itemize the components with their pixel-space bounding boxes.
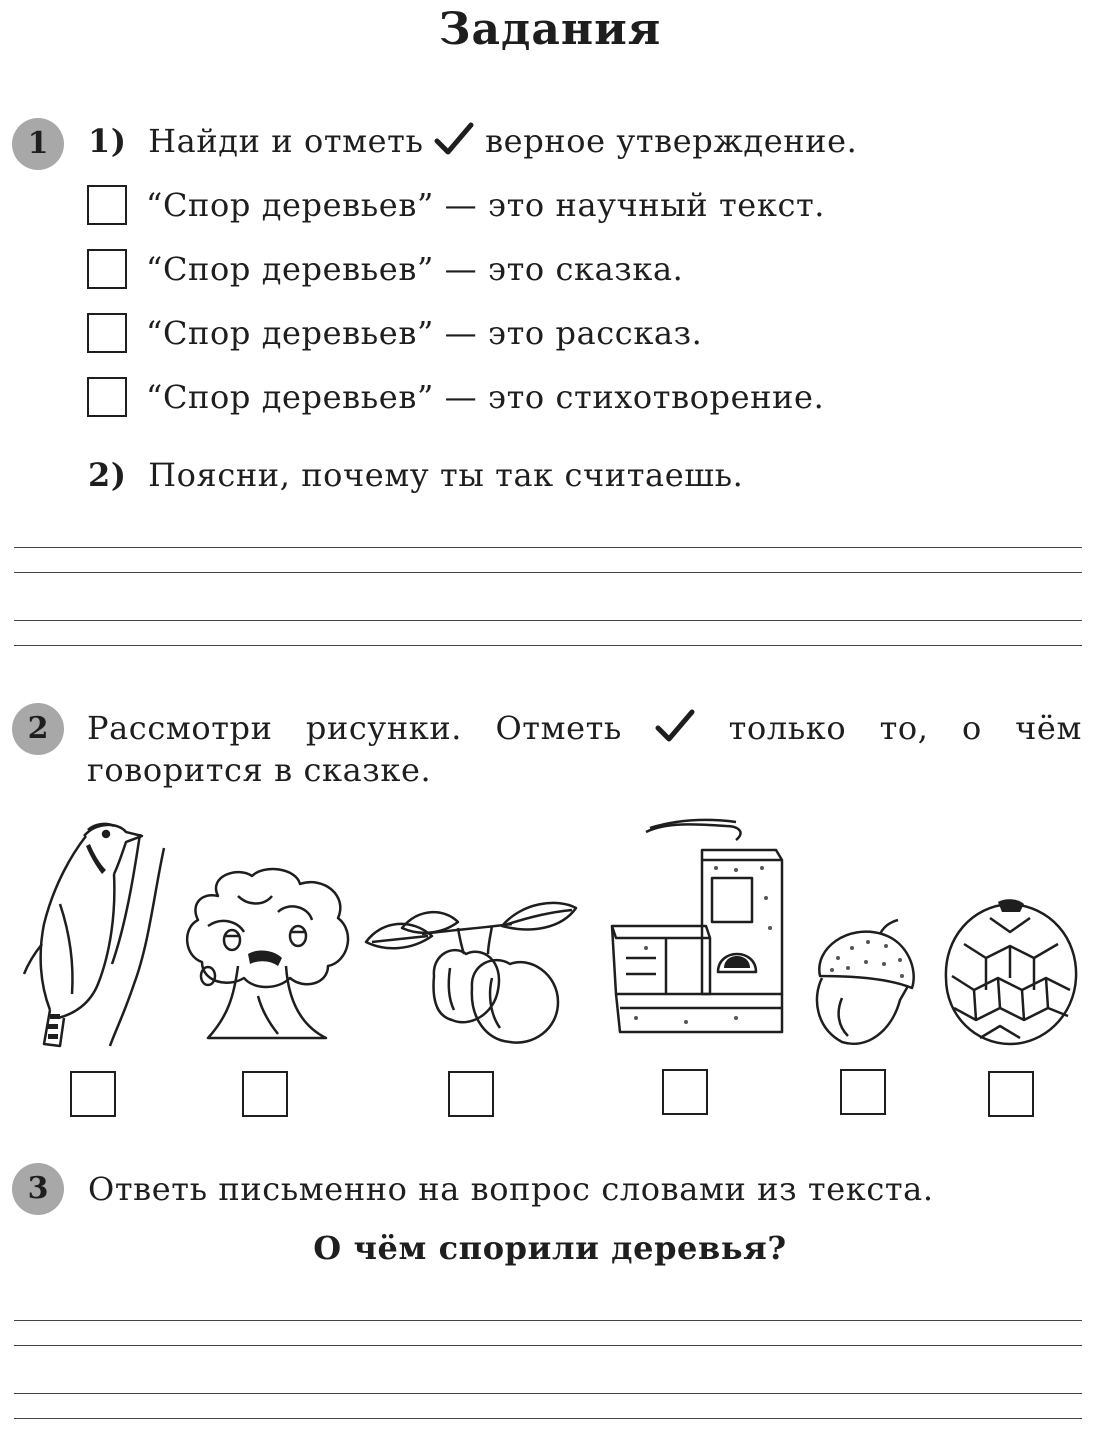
task-1-question-2 bbox=[88, 456, 743, 494]
task-3-instruction: Ответь письменно на вопрос словами из текста. bbox=[88, 1170, 934, 1208]
word: о bbox=[961, 709, 982, 747]
acorn-icon bbox=[808, 918, 920, 1048]
instruction-line-2: говорится в сказке. bbox=[87, 751, 432, 789]
word: Рассмотри bbox=[87, 709, 273, 747]
answer-line[interactable] bbox=[14, 645, 1082, 646]
answer-line[interactable] bbox=[14, 1418, 1082, 1419]
task-1-badge: 1 bbox=[12, 118, 64, 170]
word: то, bbox=[879, 709, 929, 747]
word: Отметь bbox=[495, 709, 622, 747]
stove-icon bbox=[606, 818, 786, 1052]
picture-checkbox-oak[interactable] bbox=[242, 1071, 288, 1117]
word: чём bbox=[1015, 709, 1082, 747]
option-label-3: “Спор деревьев” — это рассказ. bbox=[146, 314, 703, 352]
task-2-badge: 2 bbox=[12, 703, 64, 755]
pine-cone-icon bbox=[940, 898, 1082, 1048]
option-label-2: “Спор деревьев” — это сказка. bbox=[146, 250, 684, 288]
answer-line[interactable] bbox=[14, 1320, 1082, 1321]
question-text-end: верное утверждение. bbox=[485, 122, 858, 160]
option-label-4: “Спор деревьев” — это стихотворение. bbox=[146, 378, 825, 416]
option-checkbox-3[interactable] bbox=[87, 313, 127, 353]
page-title: Задания bbox=[438, 4, 662, 55]
question-number: 2) bbox=[88, 456, 127, 494]
checkmark-icon bbox=[655, 709, 695, 743]
apples-icon bbox=[362, 898, 582, 1048]
question-number: 1) bbox=[88, 122, 127, 160]
task-1-question-1 bbox=[88, 122, 857, 160]
picture-checkbox-woodpecker[interactable] bbox=[70, 1071, 116, 1117]
option-checkbox-1[interactable] bbox=[87, 185, 127, 225]
question-text: Поясни, почему ты так считаешь. bbox=[148, 456, 744, 494]
option-label-1: “Спор деревьев” — это научный текст. bbox=[146, 186, 826, 224]
word: рисунки. bbox=[305, 709, 463, 747]
picture-checkbox-apples[interactable] bbox=[448, 1071, 494, 1117]
picture-checkbox-stove[interactable] bbox=[662, 1069, 708, 1115]
picture-checkbox-pine-cone[interactable] bbox=[988, 1071, 1034, 1117]
woodpecker-icon bbox=[14, 814, 174, 1050]
question-text-start: Найди и отметь bbox=[148, 122, 424, 160]
instruction-line-1 bbox=[87, 709, 1082, 747]
word: только bbox=[728, 709, 847, 747]
picture-checkbox-acorn[interactable] bbox=[840, 1069, 886, 1115]
answer-line[interactable] bbox=[14, 572, 1082, 573]
option-checkbox-2[interactable] bbox=[87, 249, 127, 289]
answer-line[interactable] bbox=[14, 1393, 1082, 1394]
answer-line[interactable] bbox=[14, 620, 1082, 621]
checkmark-icon bbox=[434, 122, 474, 156]
task-3-badge: 3 bbox=[12, 1163, 64, 1215]
oak-tree-icon bbox=[178, 866, 356, 1046]
task-3-question: О чём спорили деревья? bbox=[313, 1229, 787, 1267]
answer-line[interactable] bbox=[14, 547, 1082, 548]
option-checkbox-4[interactable] bbox=[87, 377, 127, 417]
task-2-instruction bbox=[87, 709, 1082, 789]
answer-line[interactable] bbox=[14, 1345, 1082, 1346]
